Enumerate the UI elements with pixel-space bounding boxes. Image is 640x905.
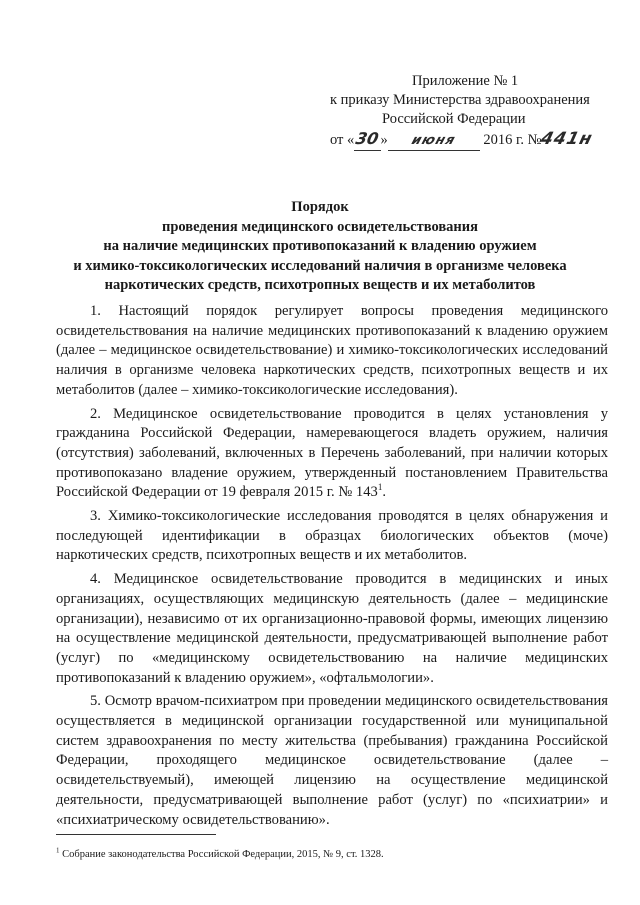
footnote xyxy=(56,846,384,860)
paragraph-2 xyxy=(56,405,608,504)
paragraph-3: 3. Химико-токсикологические исследования проводятся в целях обнаружения и последующей идентификации в образцах биологических объектов (моче) наркотических средств, психотропных веществ и их метаболитов. xyxy=(56,508,608,564)
paragraph-2-text: 2. Медицинское освидетельствование проводится в целях установления у гражданина Российской Федерации, намеревающегося владеть оружием, наличия (отсутствия) заболеваний, включенных в Перечень заболеваний, при наличии которых противопоказано владение оружием, утвержденный постановлением Правительства Российской Федерации от 19 февраля 2015 г. № 143 xyxy=(56,405,608,501)
annex-number: Приложение № 1 xyxy=(412,73,519,89)
title-line-3: на наличие медицинских противопоказаний к владению оружием xyxy=(103,238,537,254)
title-line-2: проведения медицинского освидетельствования xyxy=(162,218,478,235)
date-year: 2016 г. № xyxy=(483,132,542,148)
annex-header xyxy=(330,72,620,151)
document-body xyxy=(56,302,608,834)
date-prefix: от « xyxy=(330,132,355,148)
title-line-5: наркотических средств, психотропных веществ и их метаболитов xyxy=(104,277,536,293)
handwritten-day: 30 xyxy=(354,129,381,148)
paragraph-5: 5. Осмотр врачом-психиатром при проведении медицинского освидетельствования осуществляется в медицинской организации государственной или муниципальной систем здравоохранения по месту жительства (пребывания) гражданина Российской Федерации, проходящего медицинское освидетельствование (далее – освидетельствуемый), имеющей лицензию на осуществление медицинской деятельности, предусматривающей выполнение работ (услуг) по «психиатрии» и «психиатрическому освидетельствованию». xyxy=(56,693,608,828)
annex-order-ref: к приказу Министерства здравоохранения xyxy=(330,92,590,108)
handwritten-doc-number: 441н xyxy=(539,129,596,149)
title-line-1: Порядок xyxy=(291,199,349,215)
annex-date-line xyxy=(330,129,620,151)
paragraph-4: 4. Медицинское освидетельствование проводится в медицинских и иных организациях, осуществляющих медицинскую деятельность (далее – медицинские организации), независимо от их организационно-правовой формы, имеющих лицензию на осуществление медицинской деятельности, предусматривающей выполнение работ (услуг) по «медицинскому освидетельствованию на наличие медицинских противопоказаний к владению оружием», «офтальмологии». xyxy=(56,571,608,686)
annex-federation: Российской Федерации xyxy=(382,111,526,127)
footnote-text: Собрание законодательства Российской Федерации, 2015, № 9, ст. 1328. xyxy=(59,849,384,860)
title-line-4: и химико-токсикологических исследований наличия в организме человека xyxy=(73,257,567,274)
paragraph-2-end: . xyxy=(382,484,386,501)
footnote-marker: 1 xyxy=(56,846,60,855)
date-mid: » xyxy=(380,132,388,148)
document-title xyxy=(60,198,580,296)
handwritten-month: июня xyxy=(409,133,458,148)
paragraph-1: 1. Настоящий порядок регулирует вопросы проведения медицинского освидетельствования на наличие медицинских противопоказаний к владению оружием (далее – медицинское освидетельствование) и химико-токсикологических исследований наличия в организме человека наркотических средств, психотропных веществ и их метаболитов (далее – химико-токсикологические исследования). xyxy=(56,303,608,398)
footnote-divider xyxy=(56,834,216,835)
footnote-ref: 1 xyxy=(377,482,383,493)
